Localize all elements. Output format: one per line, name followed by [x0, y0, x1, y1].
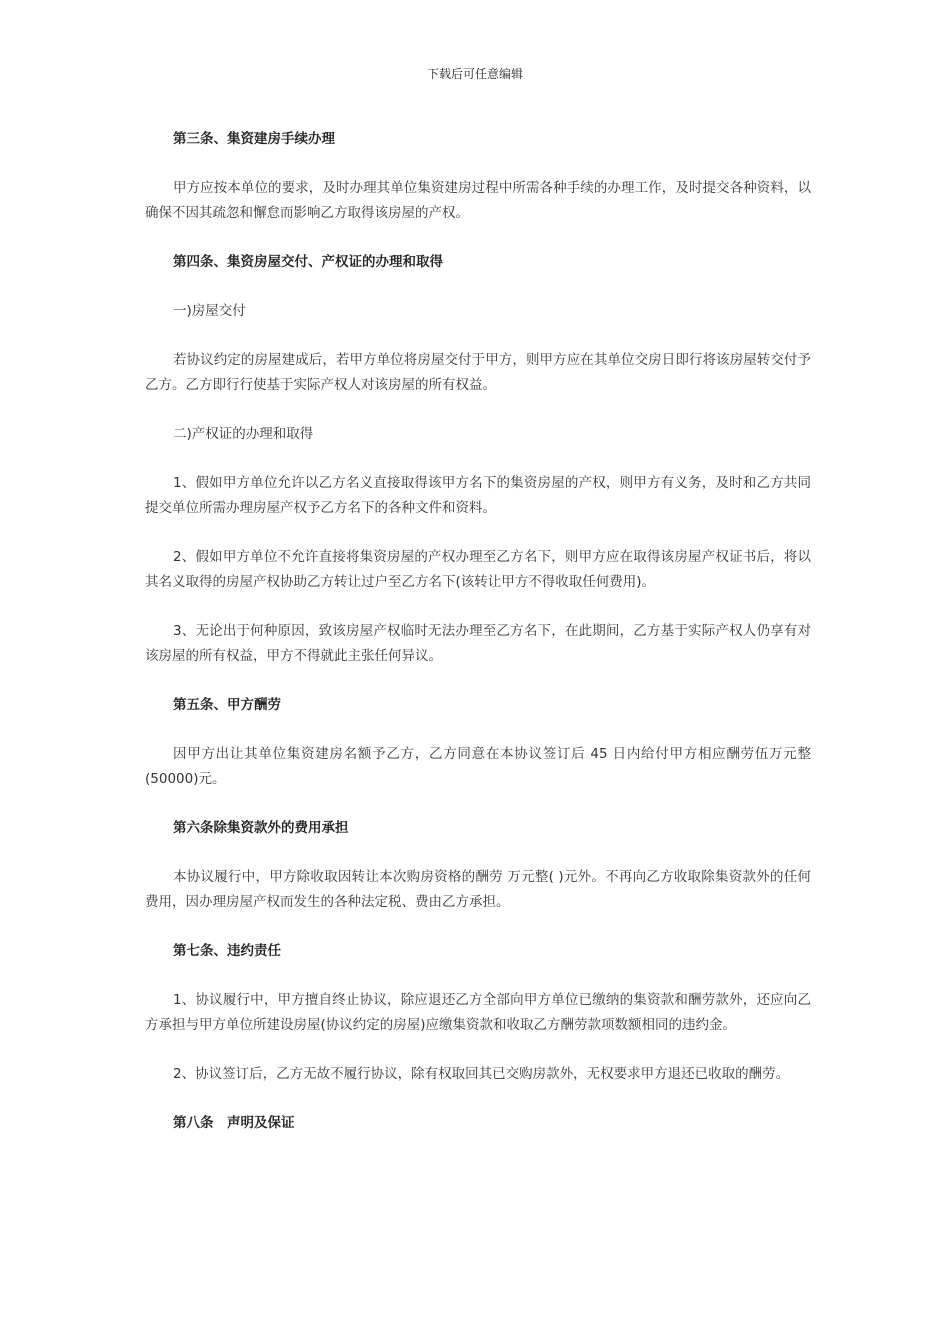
paragraph: 本协议履行中，甲方除收取因转让本次购房资格的酬劳 万元整( )元外。不再向乙方收取除集资款外的任何费用，因办理房屋产权而发生的各种法定税、费由乙方承担。	[145, 869, 811, 910]
paragraph: 因甲方出让其单位集资建房名额予乙方，乙方同意在本协议签订后 45 日内给付甲方相应酬劳伍万元整(50000)元。	[145, 746, 811, 787]
paragraph: 3、无论出于何种原因，致该房屋产权临时无法办理至乙方名下，在此期间，乙方基于实际产权人仍享有对该房屋的所有权益，甲方不得就此主张任何异议。	[145, 623, 811, 664]
section-heading-5: 第五条、甲方酬劳	[173, 697, 281, 713]
paragraph: 2、假如甲方单位不允许直接将集资房屋的产权办理至乙方名下，则甲方应在取得该房屋产权证书后，将以其名义取得的房屋产权协助乙方转让过户至乙方名下(该转让甲方不得收取任何费用)。	[145, 549, 811, 590]
paragraph: 1、假如甲方单位允许以乙方名义直接取得该甲方名下的集资房屋的产权，则甲方有义务，及时和乙方共同提交单位所需办理房屋产权予乙方名下的各种文件和资料。	[145, 475, 811, 516]
paragraph: 甲方应按本单位的要求，及时办理其单位集资建房过程中所需各种手续的办理工作，及时提交各种资料，以确保不因其疏忽和懈怠而影响乙方取得该房屋的产权。	[145, 180, 811, 221]
section-heading-6: 第六条除集资款外的费用承担	[173, 820, 349, 836]
document-body	[145, 127, 811, 1160]
section-heading-8: 第八条 声明及保证	[173, 1115, 295, 1131]
page-header: 下载后可任意编辑	[426, 67, 523, 81]
section-heading-3: 第三条、集资建房手续办理	[173, 131, 335, 147]
paragraph: 2、协议签订后，乙方无故不履行协议，除有权取回其已交购房款外，无权要求甲方退还已收取的酬劳。	[173, 1066, 790, 1082]
subheading-property-certificate: 二)产权证的办理和取得	[173, 426, 314, 442]
paragraph: 若协议约定的房屋建成后，若甲方单位将房屋交付于甲方，则甲方应在其单位交房日即行将该房屋转交付予乙方。乙方即行行使基于实际产权人对该房屋的所有权益。	[145, 352, 811, 393]
section-heading-4: 第四条、集资房屋交付、产权证的办理和取得	[173, 254, 443, 270]
subheading-house-delivery: 一)房屋交付	[173, 303, 246, 319]
section-heading-7: 第七条、违约责任	[173, 943, 281, 959]
paragraph: 1、协议履行中，甲方擅自终止协议，除应退还乙方全部向甲方单位已缴纳的集资款和酬劳款外，还应向乙方承担与甲方单位所建设房屋(协议约定的房屋)应缴集资款和收取乙方酬劳款项数额相同的违约金。	[145, 992, 811, 1033]
